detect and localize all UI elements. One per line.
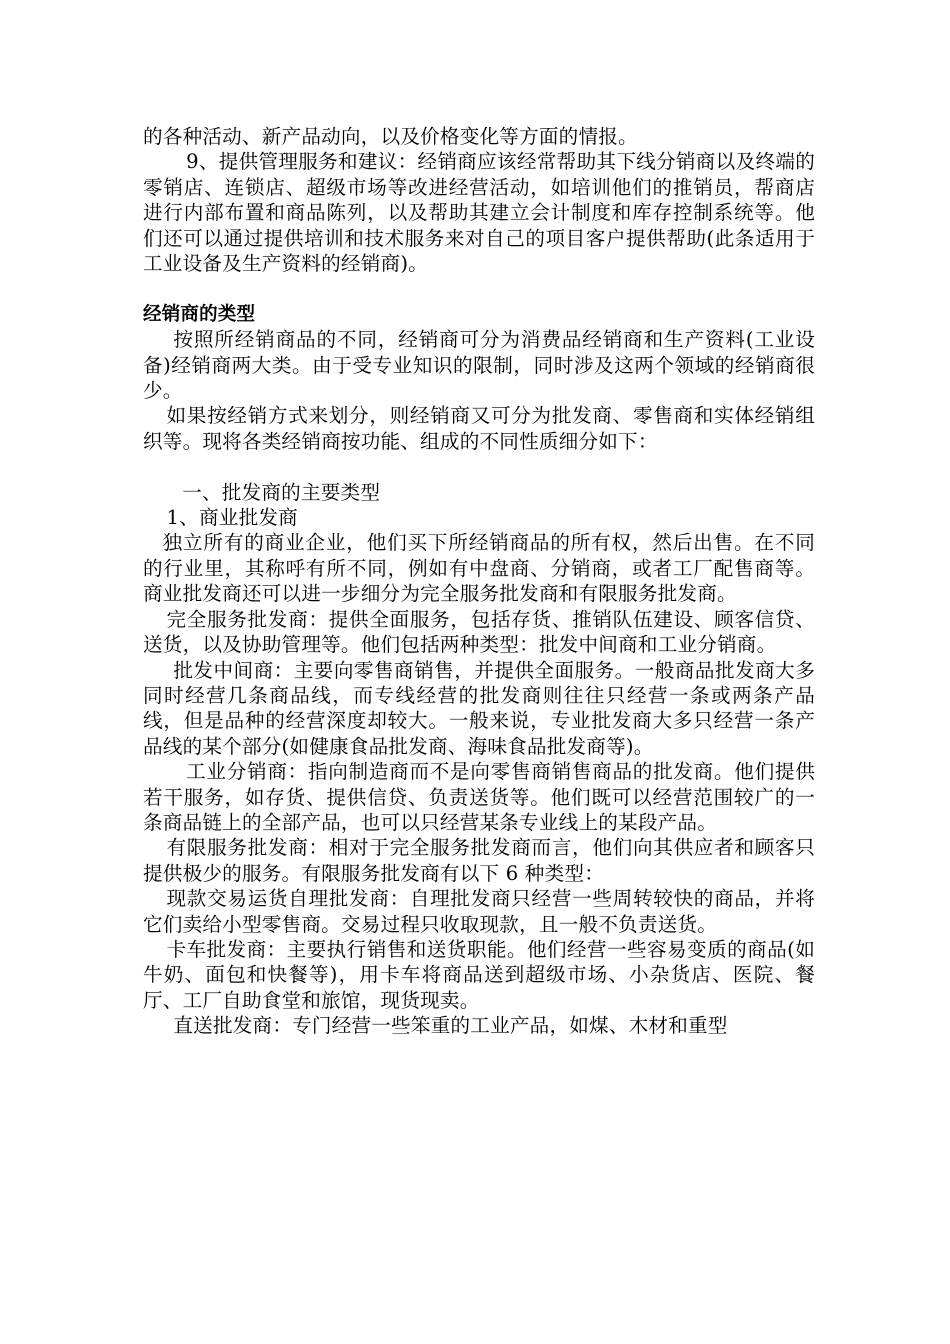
paragraph: 批发中间商：主要向零售商销售，并提供全面服务。一般商品批发商大多同时经营几条商品线，而专线经营的批发商则往往只经营一条或两条产品线，但是品种的经营深度却较大。一般来说，专业批发商大多只经营一条产品线的某个部分(如健康食品批发商、海味食品批发商等)。 xyxy=(143,658,815,758)
subsection-heading: 一、批发商的主要类型 xyxy=(182,480,381,504)
paragraph: 有限服务批发商：相对于完全服务批发商而言，他们向其供应者和顾客只提供极少的服务。有限服务批发商有以下 6 种类型： xyxy=(143,836,815,885)
blank-line xyxy=(143,276,815,301)
paragraph: 如果按经销方式来划分，则经销商又可分为批发商、零售商和实体经销组织等。现将各类经销商按功能、组成的不同性质细分如下： xyxy=(143,404,815,453)
subsection-heading: 1、商业批发商 xyxy=(166,506,298,530)
paragraph: 的各种活动、新产品动向，以及价格变化等方面的情报。 xyxy=(143,125,638,148)
paragraph: 卡车批发商：主要执行销售和送货职能。他们经营一些容易变质的商品(如牛奶、面包和快餐等)，用卡车将商品送到超级市场、小杂货店、医院、餐厅、工厂自助食堂和旅馆，现货现卖。 xyxy=(143,937,815,1012)
paragraph: 按照所经销商品的不同，经销商可分为消费品经销商和生产资料(工业设备)经销商两大类。由于受专业知识的限制，同时涉及这两个领域的经销商很少。 xyxy=(143,328,815,403)
section-heading: 经销商的类型 xyxy=(143,303,256,325)
paragraph: 完全服务批发商：提供全面服务，包括存货、推销队伍建设、顾客信贷、送货，以及协助管理等。他们包括两种类型：批发中间商和工业分销商。 xyxy=(143,607,815,657)
paragraph: 现款交易运货自理批发商：自理批发商只经营一些周转较快的商品，并将它们卖给小型零售商。交易过程只收取现款，且一般不负责送货。 xyxy=(143,887,815,936)
blank-line xyxy=(143,454,815,479)
document-body xyxy=(143,124,815,1039)
paragraph: 工业分销商：指向制造商而不是向零售商销售商品的批发商。他们提供若干服务，如存货、提供信贷、负责送货等。他们既可以经营范围较广的一条商品链上的全部产品，也可以只经营某条专业线上的某段产品。 xyxy=(143,760,815,834)
paragraph: 直送批发商：专门经营一些笨重的工业产品，如煤、木材和重型 xyxy=(173,1014,728,1038)
paragraph: 独立所有的商业企业，他们买下所经销商品的所有权，然后出售。在不同的行业里，其称呼有所不同，例如有中盘商、分销商，或者工厂配售商等。商业批发商还可以进一步细分为完全服务批发商和有限服务批发商。 xyxy=(143,531,815,606)
paragraph: 9、提供管理服务和建议：经销商应该经常帮助其下线分销商以及终端的零销店、连锁店、超级市场等改进经营活动，如培训他们的推销员，帮商店进行内部布置和商品陈列，以及帮助其建立会计制度和库存控制系统等。他们还可以通过提供培训和技术服务来对自己的项目客户提供帮助(此条适用于工业设备及生产资料的经销商)。 xyxy=(143,150,815,276)
